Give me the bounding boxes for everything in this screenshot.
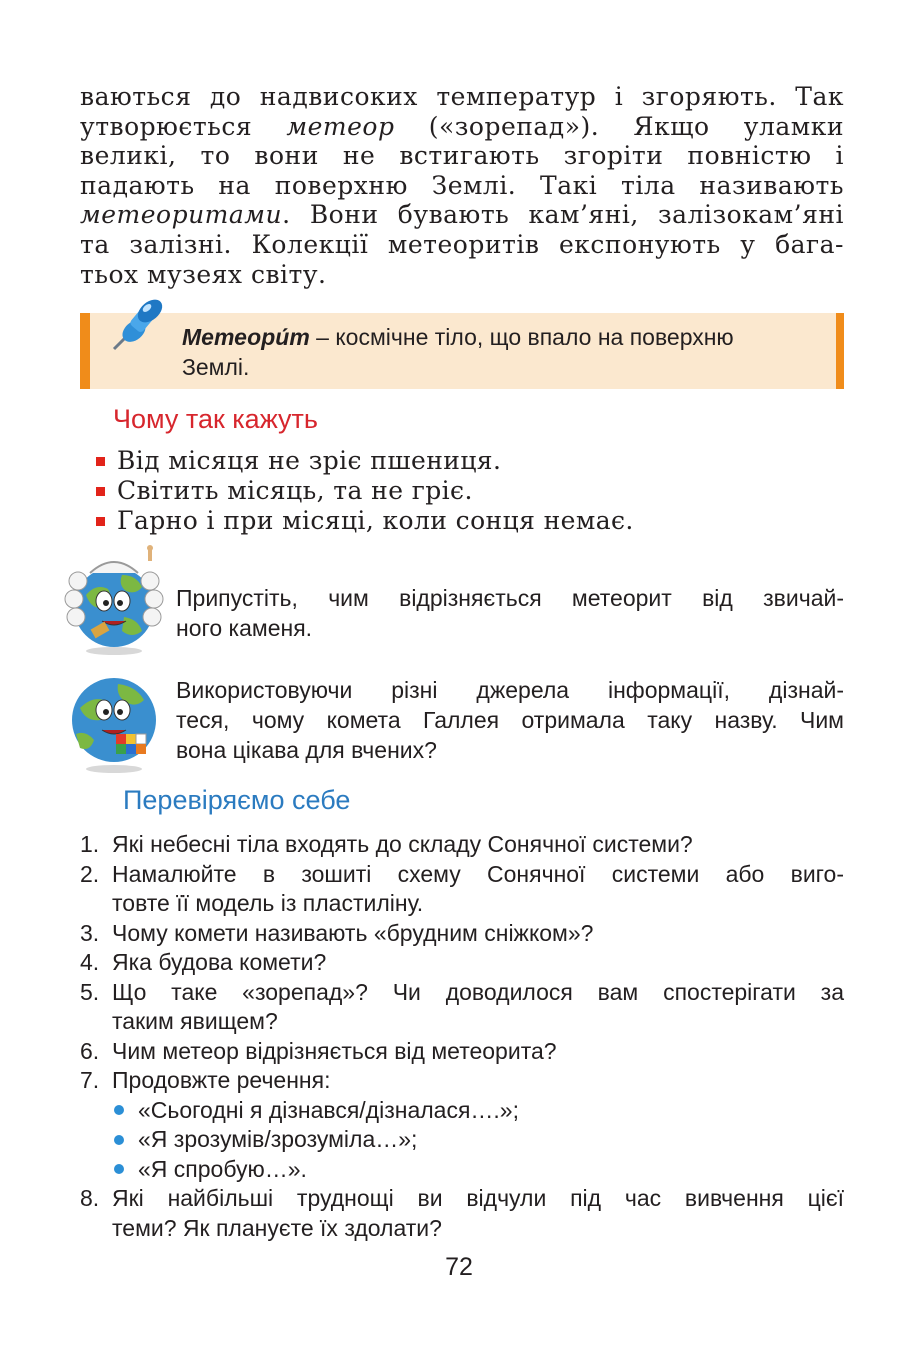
question-2: 2. Намалюйте в зошиті схему Сонячної системи або виго- товте її модель із пластиліну. xyxy=(80,860,844,916)
question-6: 6. Чим метеор відрізняється від метеорита? xyxy=(80,1037,557,1064)
red-square-bullet-icon xyxy=(96,517,105,526)
question-4: 4. Яка будова комети? xyxy=(80,949,327,975)
check-heading: Перевіряємо себе xyxy=(123,785,351,815)
intro-line-2: утворюється метеор («зорепад»). Якщо уламки xyxy=(80,111,844,141)
task-research: Використовуючи різні джерела інформації, дізнай- теся, чому комета Галлея отримала таку назву. Чим вона цікава для вчених? xyxy=(176,677,844,763)
sayings-list xyxy=(96,446,634,536)
definition-accent-right xyxy=(836,313,844,389)
term-meteorites: метеоритами xyxy=(80,200,283,230)
blue-dot-bullet-icon xyxy=(114,1105,124,1115)
sentence-starter: «Я зрозумів/зрозуміла…»; xyxy=(80,1125,844,1155)
blue-dot-bullet-icon xyxy=(114,1135,124,1145)
intro-line-5: метеоритами. Вони бувають кам’яні, залізокам’яні xyxy=(80,200,844,230)
red-square-bullet-icon xyxy=(96,457,105,466)
sayings-heading: Чому так кажуть xyxy=(113,404,318,434)
globe-judge-mascot-icon xyxy=(64,545,164,657)
red-square-bullet-icon xyxy=(96,487,105,496)
intro-line-6: та залізні. Колекції метеоритів експонують у бага- xyxy=(80,229,844,259)
term-meteor: метеор xyxy=(286,111,395,141)
blue-dot-bullet-icon xyxy=(114,1164,124,1174)
list-item: Від місяця не зріє пшениця. xyxy=(96,446,634,476)
definition-term: Метеори́т xyxy=(182,324,310,350)
intro-paragraph xyxy=(80,82,844,289)
intro-line-7: тьох музеях світу. xyxy=(80,259,327,289)
question-7: 7. Продовжте речення: xyxy=(80,1067,331,1093)
question-8: 8. Які найбільші труднощі ви відчули під час вивчення цієї теми? Як плануєте їх здолати? xyxy=(80,1185,844,1241)
intro-line-1: ваються до надвисоких температур і згоряють. Так xyxy=(80,82,844,111)
definition-box xyxy=(80,313,844,389)
task-hypothesize: Припустіть, чим відрізняється метеорит від звичай- ного каменя. xyxy=(176,585,844,641)
questions-list xyxy=(80,830,844,1243)
sentence-starter: «Сьогодні я дізнався/дізналася….»; xyxy=(80,1096,844,1126)
pushpin-icon xyxy=(98,295,168,365)
definition-text: Метеори́т – космічне тіло, що впало на поверхню Землі. xyxy=(182,324,734,380)
sentence-starter: «Я спробую…». xyxy=(80,1155,844,1185)
intro-line-3: великі, то вони не встигають згоріти повністю і xyxy=(80,141,844,171)
question-1: 1. Які небесні тіла входять до складу Сонячної системи? xyxy=(80,831,693,857)
list-item: Світить місяць, та не гріє. xyxy=(96,476,634,506)
list-item: Гарно і при місяці, коли сонця немає. xyxy=(96,506,634,536)
page-number: 72 xyxy=(445,1253,473,1281)
question-5: 5. Що таке «зорепад»? Чи доводилося вам спостерігати за таким явищем? xyxy=(80,978,844,1034)
intro-line-4: падають на поверхню Землі. Такі тіла називають xyxy=(80,170,844,200)
question-3: 3. Чому комети називають «брудним сніжком»? xyxy=(80,919,594,946)
globe-puzzle-mascot-icon xyxy=(66,674,162,774)
definition-accent-left xyxy=(80,313,90,389)
